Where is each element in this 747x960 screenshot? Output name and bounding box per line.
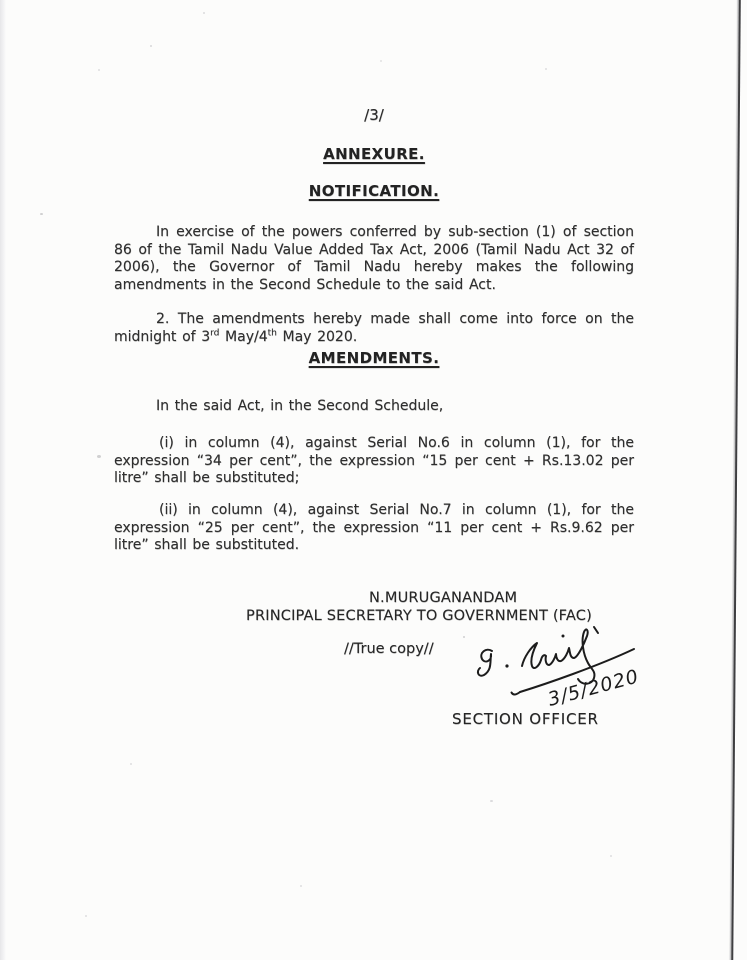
- ordinal-rd: rd: [210, 327, 220, 338]
- paragraph-amendment-ii: (ii) in column (4), against Serial No.7 in column (1), for the expression “25 per cent”, the expression “11 per cent + Rs.9.62 per litre” shall be substituted.: [114, 502, 634, 554]
- noise-speck: [610, 855, 612, 857]
- paragraph-intro: In exercise of the powers conferred by sub-section (1) of section 86 of the Tamil Nadu Value Added Tax Act, 2006 (Tamil Nadu Act 32 of 2006), the Governor of Tamil Nadu hereby makes the following amendments in the Second Schedule to the said Act.: [114, 224, 634, 293]
- handwritten-date: 3/5/2020: [545, 665, 642, 711]
- noise-speck: [490, 800, 493, 802]
- notification-heading: NOTIFICATION.: [308, 182, 440, 200]
- noise-speck: [130, 763, 132, 765]
- noise-speck: [150, 45, 152, 47]
- noise-speck: [380, 60, 382, 62]
- noise-speck: [203, 12, 205, 14]
- attestor-designation: SECTION OFFICER: [452, 710, 599, 728]
- paragraph-commencement: [114, 311, 634, 346]
- true-copy-label: //True copy//: [344, 641, 434, 657]
- signatory-designation: PRINCIPAL SECRETARY TO GOVERNMENT (FAC): [246, 608, 592, 624]
- scan-left-edge: [0, 0, 6, 960]
- noise-speck: [545, 68, 547, 70]
- paragraph-amendment-i: (i) in column (4), against Serial No.6 in column (1), for the expression “34 per cent”, the expression “15 per cent + Rs.13.02 per litre” shall be substituted;: [114, 435, 634, 487]
- commencement-text: 2. The amendments hereby made shall come into force on the midnight of 3: [114, 311, 634, 345]
- commencement-text: May 2020.: [276, 328, 358, 345]
- ordinal-th: th: [267, 327, 277, 338]
- handwritten-signature: [466, 624, 666, 716]
- paragraph-schedule: In the said Act, in the Second Schedule,: [156, 398, 444, 414]
- noise-speck: [85, 915, 87, 917]
- page-number: /3/: [364, 106, 384, 124]
- amendments-heading: AMENDMENTS.: [308, 349, 440, 367]
- signatory-name: N.MURUGANANDAM: [369, 590, 518, 606]
- noise-speck: [463, 636, 465, 638]
- noise-speck: [300, 885, 302, 887]
- scan-right-edge-line: [731, 0, 741, 960]
- noise-speck: [98, 69, 100, 71]
- annexure-heading: ANNEXURE.: [323, 145, 425, 163]
- noise-speck: [97, 455, 101, 458]
- noise-speck: [40, 213, 43, 215]
- commencement-text: May/4: [219, 328, 268, 345]
